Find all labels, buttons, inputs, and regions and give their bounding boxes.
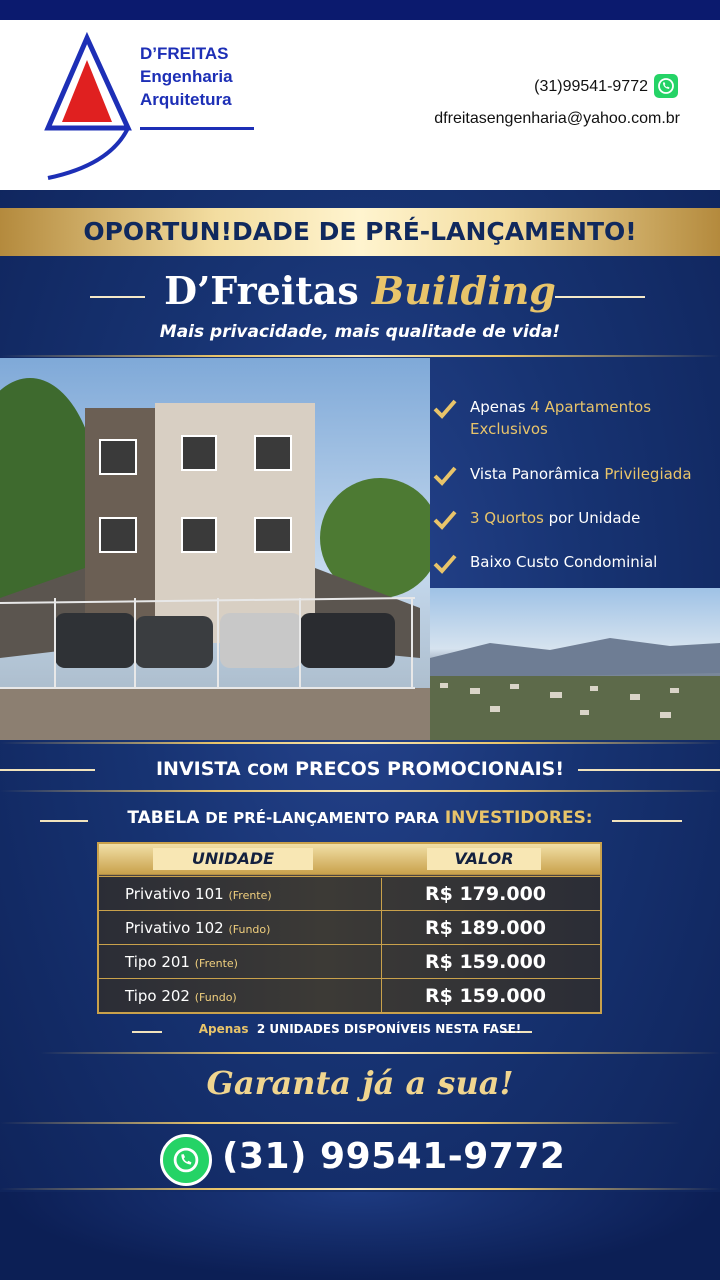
cta-phone[interactable] [0, 1134, 720, 1190]
headline-text: OPORTUN!DADE DE PRÉ-LANÇAMENTO! [83, 217, 637, 246]
table-row [99, 944, 600, 978]
invest-word-3: PRECOS PROMOCIONAIS! [295, 758, 565, 780]
note-main: 2 UNIDADES DISPONÍVEIS NESTA FASE! [256, 1022, 522, 1036]
unit-cell [125, 877, 272, 913]
feature-text: Vista Panorâmica [470, 465, 605, 483]
footer-background [0, 1192, 720, 1280]
unit-cell [125, 979, 237, 1015]
city-view-photo [430, 588, 720, 740]
unit-cell [125, 945, 238, 981]
whatsapp-icon[interactable] [160, 1134, 212, 1186]
check-icon [432, 398, 458, 420]
unit-cell [125, 911, 270, 947]
invest-word-1: INVISTA [155, 758, 241, 780]
feature-text: por Unidade [543, 509, 641, 527]
brand-line-3: Arquitetura [140, 90, 232, 109]
availability-note [0, 1022, 720, 1036]
table-row [99, 910, 600, 944]
whatsapp-icon[interactable] [654, 74, 678, 98]
gold-divider [0, 742, 720, 744]
building-title [0, 268, 720, 313]
note-pre: Apenas [198, 1022, 249, 1036]
table-row [99, 876, 600, 910]
table-title [0, 808, 720, 828]
feature-text: Apenas [470, 398, 531, 416]
unit-name: Privativo 102 [125, 919, 224, 937]
table-title-a: TABELA [127, 808, 200, 828]
table-row [99, 978, 600, 1012]
brand-name [140, 42, 233, 111]
feature-highlight: 4 Apartamentos Exclusivos [470, 398, 652, 438]
brand-underline [140, 127, 254, 130]
unit-tag: (Frente) [194, 957, 238, 970]
unit-tag: (Frente) [228, 889, 272, 902]
cta-phone-number[interactable]: (31) 99541-9772 [222, 1136, 566, 1177]
invest-word-2: COM [247, 760, 289, 779]
check-icon [432, 465, 458, 487]
price-cell: R$ 189.000 [425, 917, 547, 939]
unit-name: Privativo 101 [125, 885, 224, 903]
header-email[interactable]: dfreitasengenharia@yahoo.com.br [434, 110, 680, 127]
gold-swoosh [0, 1122, 680, 1124]
gold-swoosh [40, 1052, 720, 1054]
feature-highlight: 3 Quortos [470, 509, 544, 527]
unit-tag: (Fundo) [194, 991, 237, 1004]
title-row [0, 268, 720, 322]
title-accent: Building [372, 268, 556, 313]
feature-text: Baixo Custo Condominial [470, 553, 658, 571]
col-header-value: VALOR [427, 848, 541, 870]
feature-highlight: Privilegiada [604, 465, 692, 483]
price-table [97, 842, 602, 1014]
headline-banner [0, 208, 720, 256]
guarantee-text: Garanta já a sua! [206, 1064, 514, 1102]
gold-divider [0, 1188, 720, 1190]
brand-line-1: D’FREITAS [140, 44, 229, 63]
title-main: D’Freitas [164, 268, 359, 313]
table-title-b: DE PRÉ-LANÇAMENTO PARA [205, 809, 439, 827]
price-cell: R$ 159.000 [425, 951, 547, 973]
top-bar [0, 0, 720, 20]
check-icon [432, 553, 458, 575]
table-column-divider [381, 878, 382, 1013]
unit-name: Tipo 202 [125, 987, 190, 1005]
price-cell: R$ 159.000 [425, 985, 547, 1007]
invest-text [0, 752, 720, 787]
col-header-unit: UNIDADE [153, 848, 313, 870]
header-phone[interactable]: (31)99541-9772 [534, 78, 648, 95]
unit-name: Tipo 201 [125, 953, 190, 971]
price-cell: R$ 179.000 [425, 883, 547, 905]
gold-divider [0, 790, 720, 792]
table-title-c: INVESTIDORES: [444, 808, 593, 828]
subtitle: Mais privacidade, mais qualitade de vida! [159, 322, 561, 342]
check-icon [432, 509, 458, 531]
brand-line-2: Engenharia [140, 67, 233, 86]
triangle-logo-icon [40, 30, 135, 180]
gold-divider [0, 355, 720, 357]
header [0, 20, 720, 190]
unit-tag: (Fundo) [228, 923, 271, 936]
invest-banner [0, 752, 720, 786]
building-photo [0, 358, 430, 740]
